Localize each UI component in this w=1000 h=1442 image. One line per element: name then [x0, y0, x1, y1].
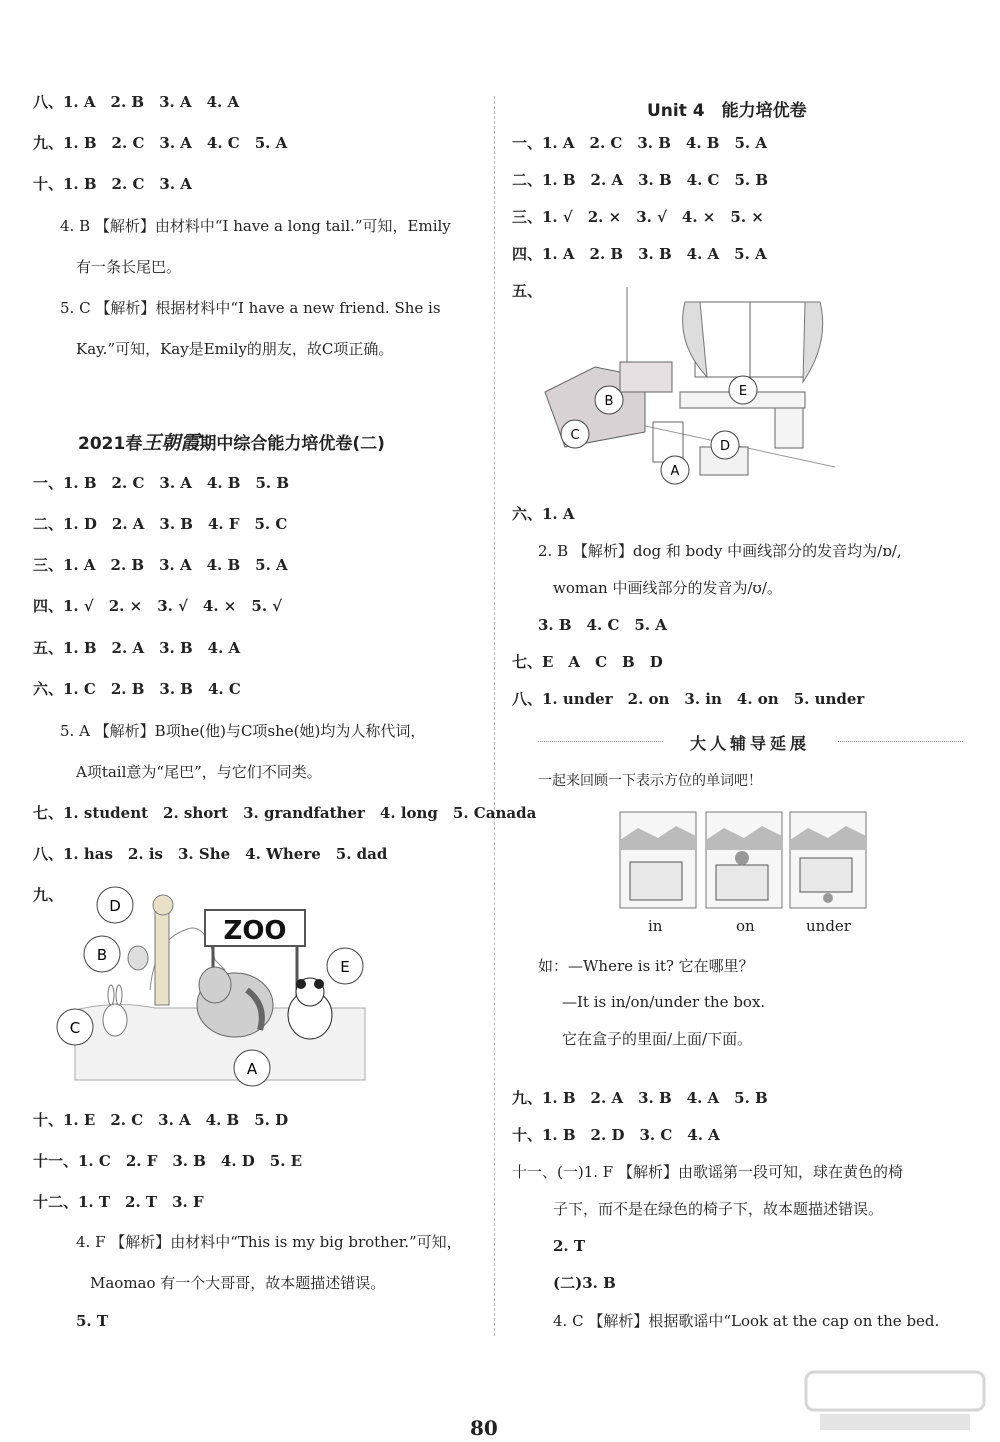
column-divider	[494, 96, 495, 1336]
explanation-line: 5. C 【解析】根据材料中“I have a new friend. She is	[60, 299, 441, 317]
label-e: E	[340, 958, 350, 976]
extension-intro: 一起来回顾一下表示方位的单词吧！	[538, 773, 762, 789]
explanation-line: A项tail意为“尾巴”，与它们不同类。	[76, 763, 322, 781]
preposition-pictures	[618, 810, 868, 910]
label-a: A	[246, 1060, 258, 1078]
explanation-line: Kay.”可知，Kay是Emily的朋友，故C项正确。	[76, 340, 394, 358]
label-a: A	[670, 464, 680, 479]
example-line: —It is in/on/under the box.	[562, 993, 766, 1011]
prep-label-under: under	[806, 917, 851, 935]
answer-line: 九、1. B 2. A 3. B 4. A 5. B	[512, 1089, 768, 1107]
answer-line: 一、1. B 2. C 3. A 4. B 5. B	[33, 474, 290, 492]
divider-right	[838, 741, 963, 742]
brand-mark: 王朝霞	[142, 432, 200, 454]
explanation-line: woman 中画线部分的发音为/ʊ/。	[553, 579, 782, 597]
answer-line: 九、	[33, 886, 64, 904]
explanation-line: 十一、(一)1. F 【解析】由歌谣第一段可知，球在黄色的椅	[512, 1163, 903, 1181]
answer-line: 十二、1. T 2. T 3. F	[33, 1193, 204, 1211]
answer-line: 2. T	[553, 1237, 586, 1255]
answer-line: 十、1. B 2. D 3. C 4. A	[512, 1126, 720, 1144]
zoo-illustration	[55, 880, 385, 1090]
answer-line: 九、1. B 2. C 3. A 4. C 5. A	[33, 134, 288, 152]
section-title: 2021春王朝霞期中综合能力培优卷(二)	[78, 432, 385, 454]
label-b: B	[604, 394, 614, 409]
answer-line: 五、	[512, 282, 543, 300]
explanation-line: 4. C 【解析】根据歌谣中“Look at the cap on the bed.	[553, 1312, 940, 1330]
zoo-sign-text: ZOO	[223, 916, 287, 946]
answer-line: 二、1. B 2. A 3. B 4. C 5. B	[512, 171, 769, 189]
label-d: D	[719, 439, 731, 454]
answer-line: 八、1. under 2. on 3. in 4. on 5. under	[512, 690, 865, 708]
label-c: C	[570, 428, 580, 443]
answer-line: 四、1. √ 2. × 3. √ 4. × 5. √	[33, 597, 283, 615]
answer-line: 八、1. has 2. is 3. She 4. Where 5. dad	[33, 845, 388, 863]
explanation-line: 有一条长尾巴。	[76, 258, 182, 276]
answer-line: 十一、1. C 2. F 3. B 4. D 5. E	[33, 1152, 303, 1170]
answer-line: 十、1. B 2. C 3. A	[33, 175, 192, 193]
answer-line: 一、1. A 2. C 3. B 4. B 5. A	[512, 134, 767, 152]
page-number: 80	[470, 1416, 498, 1440]
watermark-logo	[800, 1368, 990, 1438]
answer-line: 5. T	[76, 1312, 109, 1330]
answer-line: 七、1. student 2. short 3. grandfather 4. long 5. Canada	[33, 804, 537, 822]
label-e: E	[738, 384, 748, 399]
answer-line: 六、1. A	[512, 505, 575, 523]
explanation-line: 4. B 【解析】由材料中“I have a long tail.”可知，Emily	[60, 217, 451, 235]
answer-line: 七、E A C B D	[512, 653, 663, 671]
example-line: 它在盒子的里面/上面/下面。	[562, 1030, 753, 1048]
explanation-line: 4. F 【解析】由材料中“This is my big brother.”可知，	[76, 1233, 462, 1251]
answer-line: 六、1. C 2. B 3. B 4. C	[33, 680, 241, 698]
prep-label-on: on	[736, 917, 755, 935]
prep-label-in: in	[648, 917, 663, 935]
answer-line: 八、1. A 2. B 3. A 4. A	[33, 93, 240, 111]
bedroom-illustration	[535, 282, 845, 492]
answer-line: 三、1. A 2. B 3. A 4. B 5. A	[33, 556, 288, 574]
answer-line: 二、1. D 2. A 3. B 4. F 5. C	[33, 515, 288, 533]
watermark-icon	[800, 1368, 990, 1434]
explanation-line: 子下，而不是在绿色的椅子下，故本题描述错误。	[553, 1200, 884, 1218]
answer-line: 3. B 4. C 5. A	[538, 616, 667, 634]
answer-line: 十、1. E 2. C 3. A 4. B 5. D	[33, 1111, 289, 1129]
answer-line: 五、1. B 2. A 3. B 4. A	[33, 639, 241, 657]
label-b: B	[96, 946, 108, 964]
unit-title: Unit 4 能力培优卷	[647, 101, 807, 121]
extension-title: 大人辅导延展	[689, 734, 810, 753]
label-d: D	[109, 897, 121, 915]
label-c: C	[69, 1019, 81, 1037]
explanation-line: 5. A 【解析】B项he(他)与C项she(她)均为人称代词，	[60, 722, 426, 740]
explanation-line: Maomao 有一个大哥哥，故本题描述错误。	[90, 1274, 386, 1292]
answer-line: (二)3. B	[553, 1274, 616, 1292]
explanation-line: 2. B 【解析】dog 和 body 中画线部分的发音均为/ɒ/,	[538, 542, 902, 560]
example-line: 如：—Where is it? 它在哪里？	[538, 957, 754, 975]
answer-line: 四、1. A 2. B 3. B 4. A 5. A	[512, 245, 767, 263]
answer-line: 三、1. √ 2. × 3. √ 4. × 5. ×	[512, 208, 764, 226]
